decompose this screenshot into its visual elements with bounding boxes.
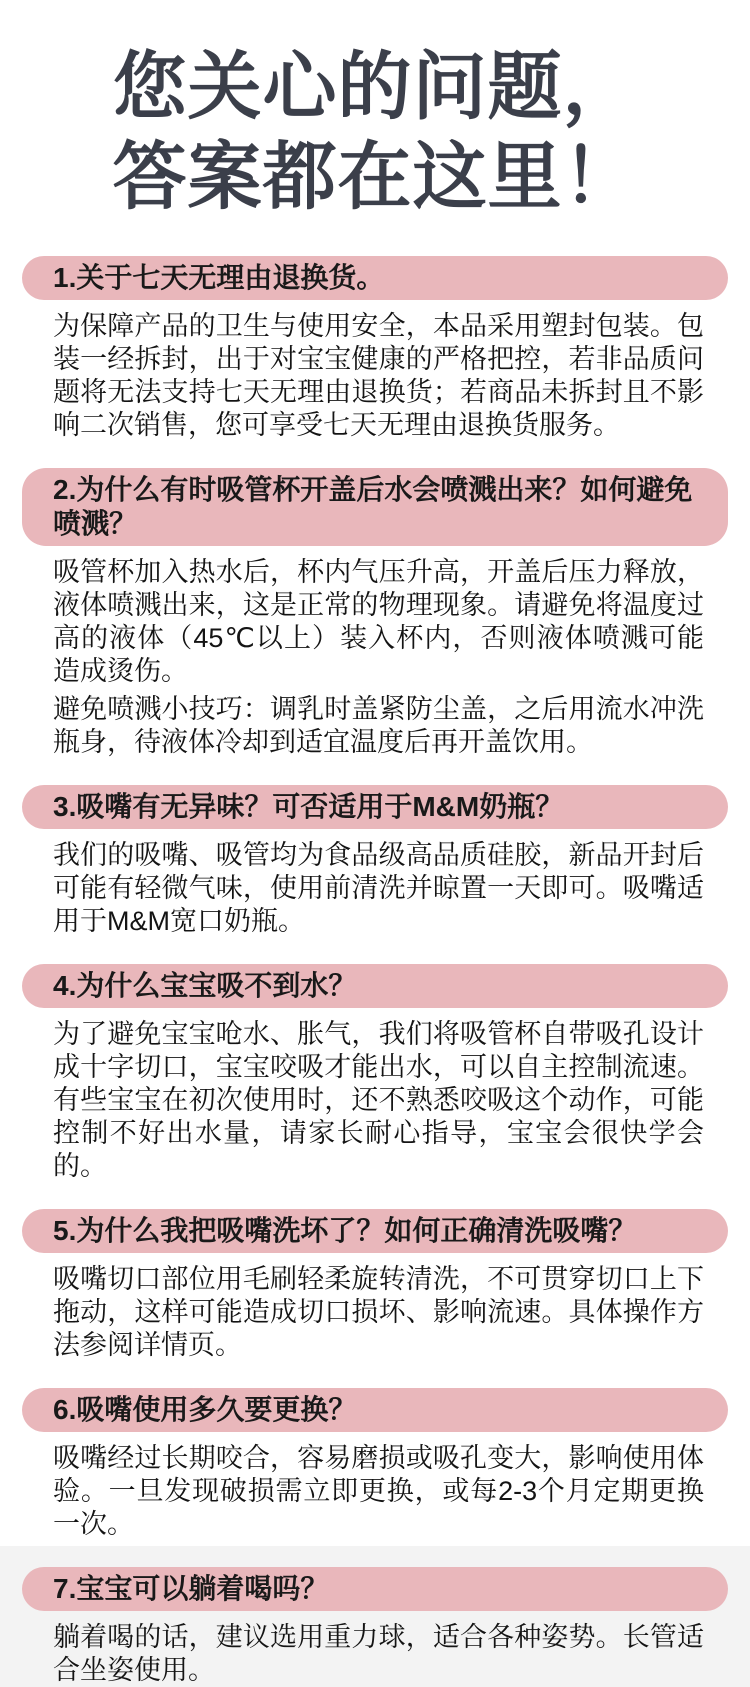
faq-answer-4 <box>22 1018 728 1183</box>
faq-item-7 <box>22 1567 728 1687</box>
faq-item-5 <box>22 1209 728 1362</box>
faq-answer-6 <box>22 1442 728 1541</box>
faq-answer-paragraph: 吸嘴经过长期咬合，容易磨损或吸孔变大，影响使用体验。一旦发现破损需立即更换，或每2-3个月定期更换一次。 <box>53 1443 704 1539</box>
faq-question-text-1: 1.关于七天无理由退换货。 <box>53 262 385 293</box>
page-title-line-1: 您关心的问题， <box>112 45 638 128</box>
page-title-line-2: 答案都在这里！ <box>112 135 638 218</box>
faq-question-text-6: 6.吸嘴使用多久要更换？ <box>53 1394 357 1425</box>
faq-answer-1 <box>22 310 728 442</box>
faq-question-text-7: 7.宝宝可以躺着喝吗？ <box>53 1573 329 1604</box>
faq-item-1 <box>22 256 728 442</box>
faq-answer-paragraph: 躺着喝的话，建议选用重力球，适合各种姿势。长管适合坐姿使用。 <box>53 1622 704 1685</box>
faq-question-pill-4 <box>22 964 728 1008</box>
faq-answer-paragraph: 避免喷溅小技巧：调乳时盖紧防尘盖，之后用流水冲洗瓶身，待液体冷却到适宜温度后再开盖饮用。 <box>53 694 704 757</box>
faq-question-text-2: 2.为什么有时吸管杯开盖后水会喷溅出来？如何避免喷溅？ <box>53 474 693 539</box>
faq-question-pill-6 <box>22 1388 728 1432</box>
faq-question-pill-5 <box>22 1209 728 1253</box>
faq-answer-paragraph: 为了避免宝宝呛水、胀气，我们将吸管杯自带吸孔设计成十字切口，宝宝咬吸才能出水，可以自主控制流速。有些宝宝在初次使用时，还不熟悉咬吸这个动作，可能控制不好出水量，请家长耐心指导，宝宝会很快学会的。 <box>53 1019 704 1181</box>
faq-answer-7 <box>22 1621 728 1687</box>
faq-question-pill-2 <box>22 468 728 546</box>
faq-question-pill-3 <box>22 785 728 829</box>
faq-answer-paragraph: 我们的吸嘴、吸管均为食品级高品质硅胶，新品开封后可能有轻微气味，使用前清洗并晾置一天即可。吸嘴适用于M&M宽口奶瓶。 <box>53 840 704 936</box>
faq-item-6 <box>22 1388 728 1541</box>
faq-question-pill-7 <box>22 1567 728 1611</box>
faq-answer-paragraph: 吸管杯加入热水后，杯内气压升高，开盖后压力释放，液体喷溅出来，这是正常的物理现象。请避免将温度过高的液体（45℃以上）装入杯内，否则液体喷溅可能造成烫伤。 <box>53 557 704 686</box>
faq-question-text-5: 5.为什么我把吸嘴洗坏了？如何正确清洗吸嘴？ <box>53 1215 637 1246</box>
faq-answer-3 <box>22 839 728 938</box>
page-title <box>0 0 750 222</box>
faq-question-text-3: 3.吸嘴有无异味？可否适用于M&M奶瓶？ <box>53 791 564 822</box>
faq-question-pill-1 <box>22 256 728 300</box>
faq-item-3 <box>22 785 728 938</box>
faq-answer-paragraph: 为保障产品的卫生与使用安全，本品采用塑封包装。包装一经拆封，出于对宝宝健康的严格把控，若非品质问题将无法支持七天无理由退换货；若商品未拆封且不影响二次销售，您可享受七天无理由退换货服务。 <box>53 311 704 440</box>
faq-question-text-4: 4.为什么宝宝吸不到水？ <box>53 970 357 1001</box>
faq-answer-paragraph: 吸嘴切口部位用毛刷轻柔旋转清洗，不可贯穿切口上下拖动，这样可能造成切口损坏、影响流速。具体操作方法参阅详情页。 <box>53 1264 704 1360</box>
faq-item-4 <box>22 964 728 1183</box>
faq-list <box>0 256 750 1687</box>
faq-answer-5 <box>22 1263 728 1362</box>
faq-item-2 <box>22 468 728 759</box>
faq-answer-2 <box>22 556 728 759</box>
